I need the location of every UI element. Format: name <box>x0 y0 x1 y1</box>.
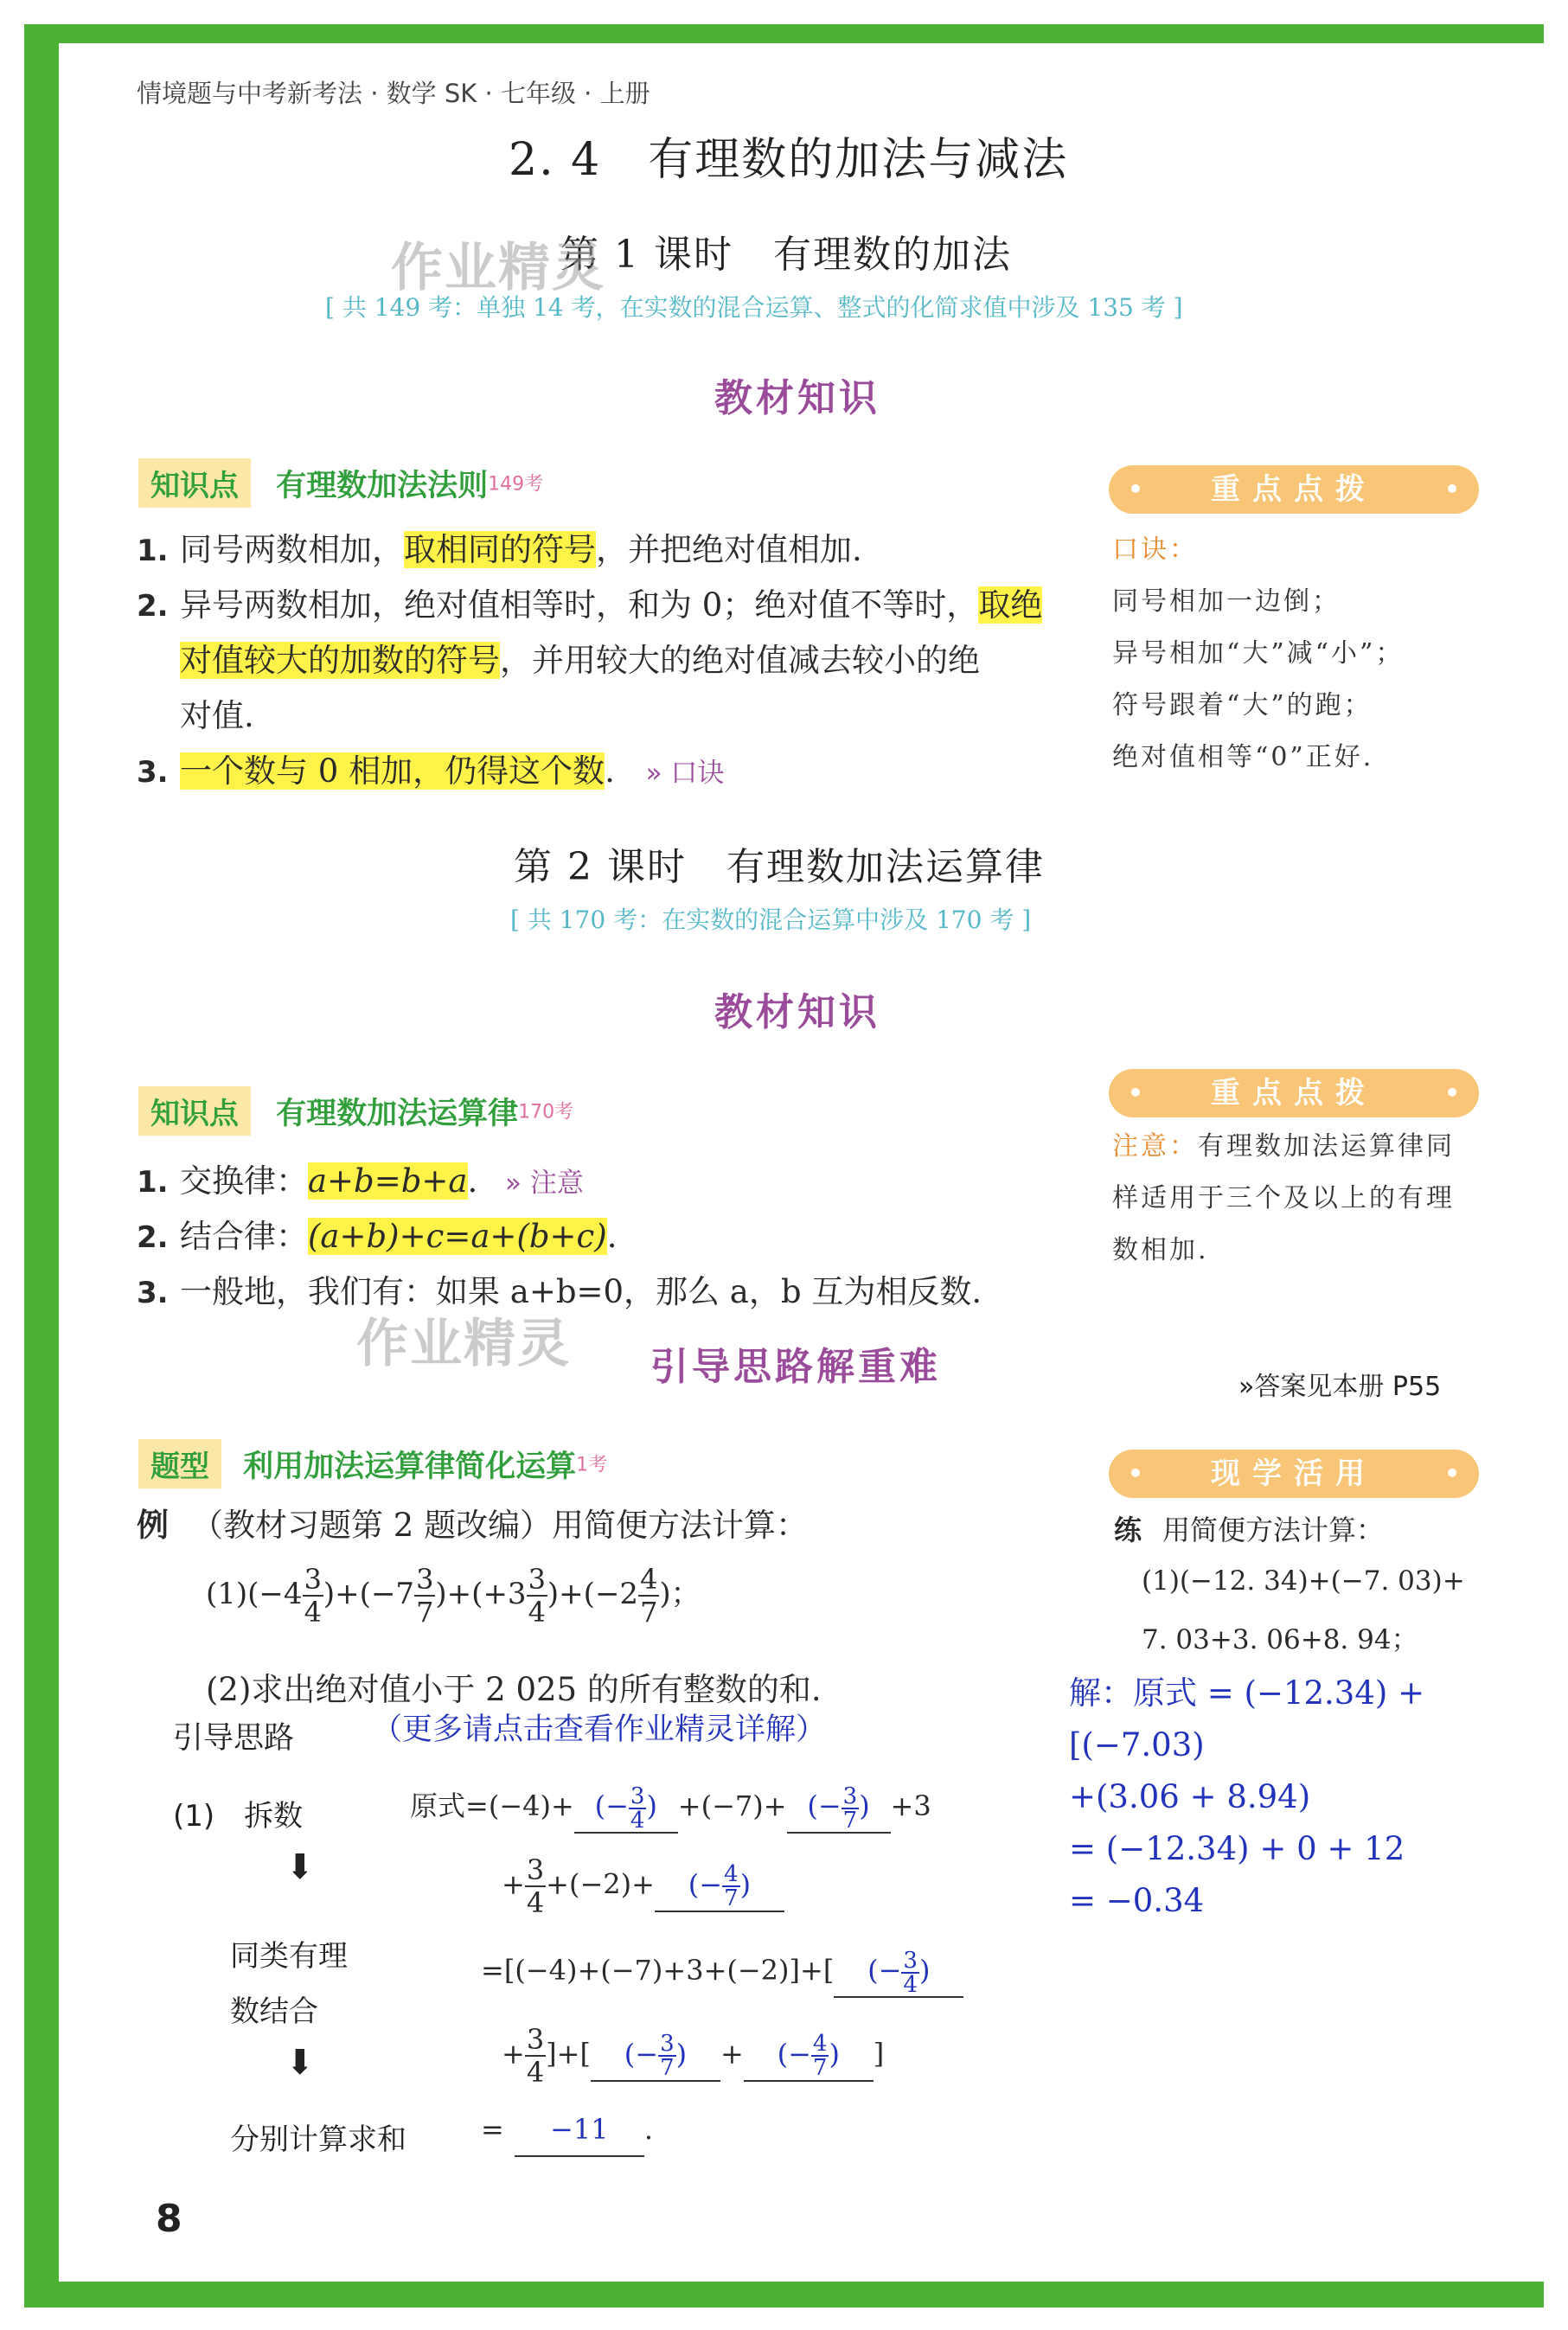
down-arrow-icon: ⬇ <box>285 1847 315 1887</box>
page-frame-left <box>24 24 59 2308</box>
key-points-pill-2: • 重点点拨 • <box>1109 1069 1479 1117</box>
answer-value: −11 <box>550 2113 609 2146</box>
textbook-heading: 教材知识 <box>714 376 880 420</box>
step-group-1: 同类有理 <box>230 1939 348 1974</box>
practice-line-1: (1)(−12. 34)+(−7. 03)+ <box>1142 1565 1465 1597</box>
law-item-1: 1. 交换律：a+b=b+a. » 注意 <box>137 1162 584 1200</box>
question-type-header <box>138 1439 607 1488</box>
kp-count: 170考 <box>518 1101 574 1123</box>
note-body: 注意：有理数加法运算律同 样适用于三个及以上的有理 数相加. <box>1112 1131 1455 1265</box>
rule-item-2: 2. 异号两数相加，绝对值相等时，和为 0；绝对值不等时，取绝 <box>137 586 1043 624</box>
guide-heading: 引导思路解重难 <box>650 1345 941 1389</box>
law-item-3: 3. 一般地，我们有：如果 a+b=0，那么 a，b 互为相反数. <box>137 1273 982 1310</box>
example-intro: 例 （教材习题第 2 题改编）用简便方法计算： <box>137 1507 809 1544</box>
practice-line-2: 7. 03+3. 06+8. 94； <box>1142 1624 1418 1655</box>
example-part1: (1)(−4 $\frac{3}{4}$ )+(−7 $\frac{3}{7}$ )+(+3 $\frac{3}{4}$ )+(−2 $\frac{4}{7}$ )； <box>206 1563 701 1629</box>
down-arrow-icon: ⬇ <box>285 2043 315 2083</box>
mnemonic-link[interactable]: » 口诀 <box>645 758 725 789</box>
page-number: 8 <box>156 2197 182 2241</box>
knowledge-point-header <box>138 458 543 508</box>
type-count: 1考 <box>576 1454 608 1476</box>
section-title: 2. 4 有理数的加法与减法 <box>509 134 1069 186</box>
page-frame-bottom <box>24 2282 1544 2308</box>
kp-count: 149考 <box>488 473 544 496</box>
watermark: 作业精灵 <box>391 238 605 298</box>
answer-reference[interactable]: »答案见本册 P55 <box>1238 1372 1442 1402</box>
knowledge-point-header-2 <box>138 1086 573 1136</box>
example-part2: (2)求出绝对值小于 2 025 的所有整数的和. <box>206 1671 822 1708</box>
practice-solution: 解：原式 = (−12.34) + [(−7.03) +(3.06 + 8.94) = (−12.34) + 0 + 12 = −0.34 <box>1069 1674 1425 1919</box>
kp-tag: 知识点 <box>138 1086 251 1136</box>
lesson2-citation: [ 共 170 考：在实数的混合运算中涉及 170 考 ] <box>510 906 1032 934</box>
page-frame-top <box>24 24 1544 43</box>
note-link[interactable]: » 注意 <box>505 1168 584 1199</box>
kp-title: 有理数加法法则 <box>276 469 489 503</box>
running-header: 情境题与中考新考法 · 数学 SK · 七年级 · 上册 <box>137 79 650 108</box>
watermark: 作业精灵 <box>356 1314 571 1374</box>
work-line-5: = −11 . <box>481 2103 653 2157</box>
work-line-1: 原式=(−4)+ (− $\frac{3}{4}) +(-7)+$ (− $\frac{3}{7}) +3$ <box>410 1780 931 1834</box>
rule-item-3: 3. 一个数与 0 相加，仍得这个数. » 口诀 <box>137 752 725 790</box>
step-split: (1) 拆数 <box>173 1799 304 1834</box>
lesson1-citation: [ 共 149 考：单独 14 考，在实数的混合运算、整式的化简求值中涉及 135 考 ] <box>325 293 1183 322</box>
work-line-2: + $\frac{3}{4}$ +(−2)+ (− $\frac{4}{7}$) <box>502 1854 784 1918</box>
rule-item-2-cont: 对值较大的加数的符号，并用较大的绝对值减去较小的绝 <box>180 642 980 679</box>
practice-intro: 练 用简便方法计算： <box>1114 1514 1385 1546</box>
guide-label: 引导思路 <box>173 1721 295 1756</box>
work-line-3: =[(−4)+(−7)+3+(−2)]+[ (− $\frac{3}{4}$) <box>481 1944 963 1998</box>
rule-item-1: 1. 同号两数相加，取相同的符号，并把绝对值相加. <box>137 531 862 568</box>
law-item-2: 2. 结合律：(a+b)+c=a+(b+c). <box>137 1218 618 1255</box>
type-title: 利用加法运算律简化运算 <box>243 1450 577 1484</box>
rule-item-2-cont2: 对值. <box>180 697 254 734</box>
type-tag: 题型 <box>138 1439 221 1488</box>
work-line-4: + $\frac{3}{4}$ ]+[ (− $\frac{3}{7}$) + (− $\frac{4}{7}$) ] <box>502 2023 885 2089</box>
textbook-heading-2: 教材知识 <box>714 990 880 1034</box>
practice-pill: • 现学活用 • <box>1109 1450 1479 1498</box>
kp-tag: 知识点 <box>138 458 251 508</box>
key-points-body: 口诀： 同号相加一边倒； 异号相加“大”减“小”； 符号跟着“大”的跑； 绝对值相等“0”正好. <box>1112 534 1405 772</box>
lesson1-title: 第 1 课时 有理数的加法 <box>560 233 1012 277</box>
promo-link[interactable]: （更多请点击查看作业精灵详解） <box>372 1712 827 1747</box>
key-points-pill: • 重点点拨 • <box>1109 465 1479 514</box>
lesson2-title: 第 2 课时 有理数加法运算律 <box>514 845 1045 889</box>
step-group-2: 数结合 <box>230 1994 318 2029</box>
kp-title: 有理数加法运算律 <box>276 1097 519 1131</box>
step-sum: 分别计算求和 <box>230 2122 406 2157</box>
